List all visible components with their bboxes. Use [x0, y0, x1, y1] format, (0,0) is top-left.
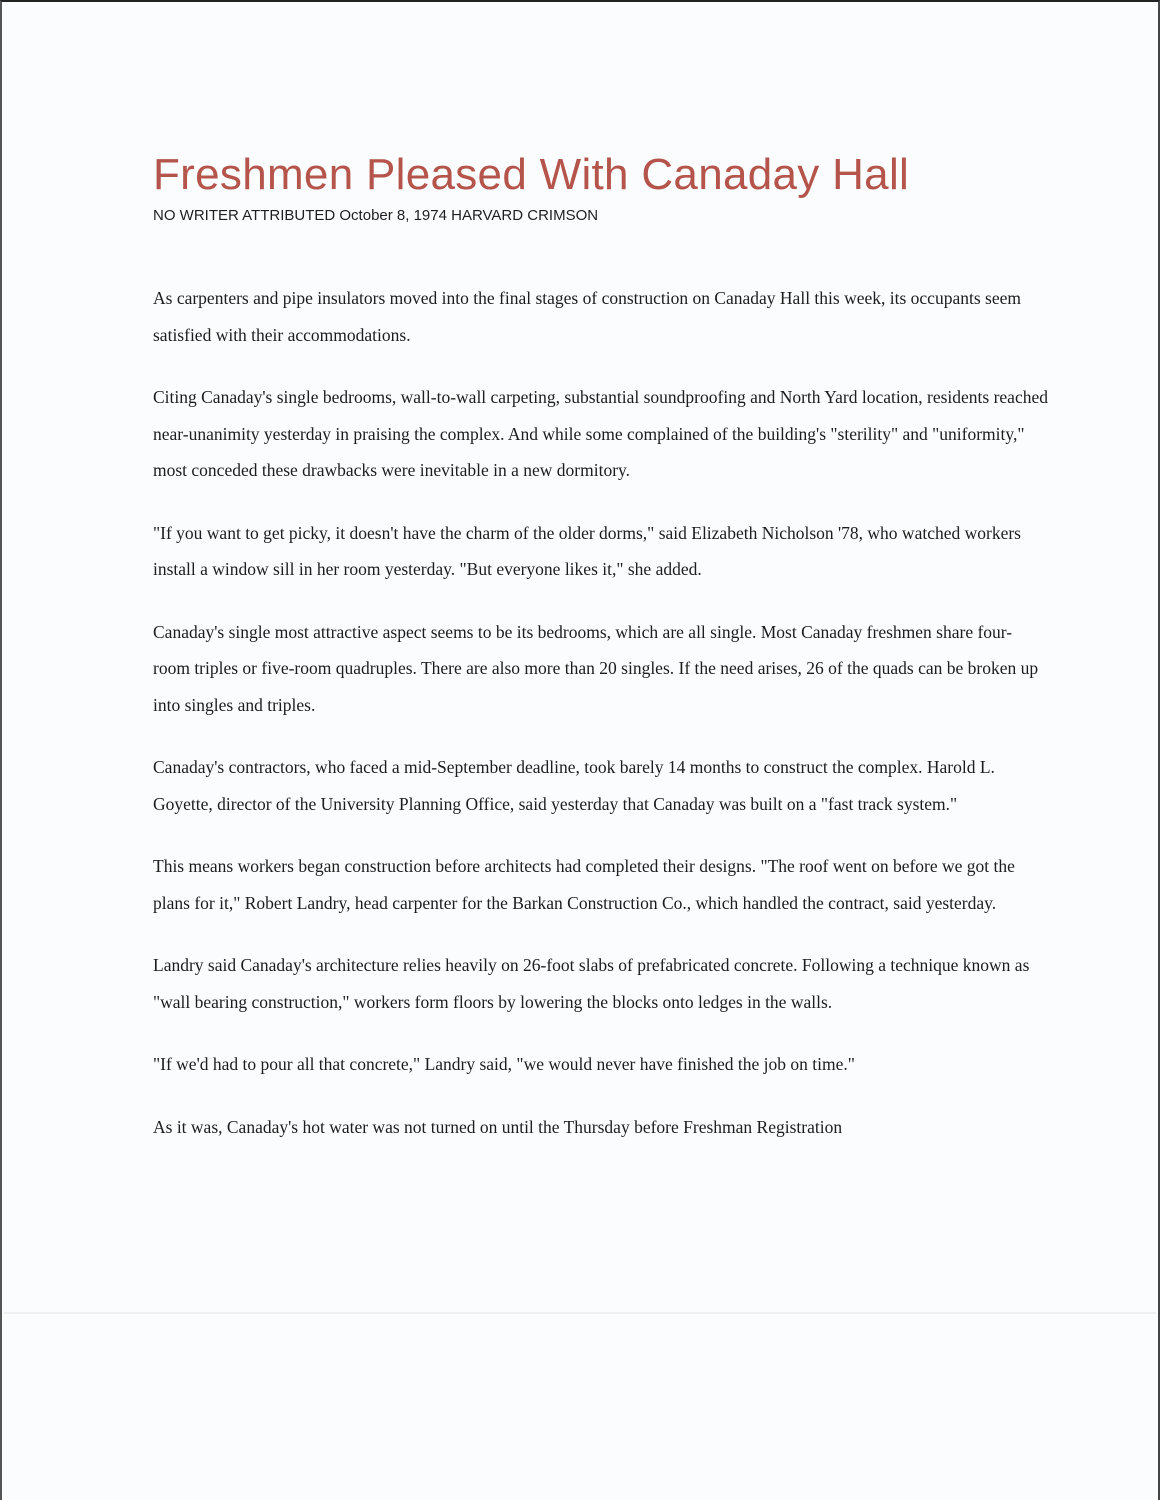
scan-fold-line: [4, 1312, 1156, 1314]
article-paragraph: Landry said Canaday's architecture relies heavily on 26-foot slabs of prefabricated concrete. Following a technique known as "wall bearing construction," workers form floors by lowering the blocks onto ledges in the walls.: [153, 955, 1030, 1012]
article-title: Freshmen Pleased With Canaday Hall: [153, 150, 910, 199]
article-body: [153, 280, 1048, 1171]
article-paragraph: As carpenters and pipe insulators moved into the final stages of construction on Canaday Hall this week, its occupants seem satisfied with their accommodations.: [153, 288, 1021, 345]
article-paragraph: "If we'd had to pour all that concrete," Landry said, "we would never have finished the job on time.": [153, 1054, 855, 1074]
article-paragraph: Canaday's single most attractive aspect seems to be its bedrooms, which are all single. Most Canaday freshmen share four-room triples or five-room quadruples. There are also more than 20 singles. If the need arises, 26 of the quads can be broken up into singles and triples.: [153, 621, 1039, 715]
article-paragraph: As it was, Canaday's hot water was not turned on until the Thursday before Freshman Registration: [153, 1116, 843, 1137]
article-paragraph: Citing Canaday's single bedrooms, wall-to-wall carpeting, substantial soundproofing and North Yard location, residents reached near-unanimity yesterday in praising the complex. And while some complained of the building's "sterility" and "uniformity," most conceded these drawbacks were inevitable in a new dormitory.: [153, 387, 1048, 480]
article-byline: NO WRITER ATTRIBUTED October 8, 1974 HARVARD CRIMSON: [153, 207, 599, 224]
article-paragraph: This means workers began construction before architects had completed their designs. "The roof went on before we got the plans for it," Robert Landry, head carpenter for the Barkan Construction Co., which handled the contract, said yesterday.: [153, 856, 1015, 913]
article-paragraph: "If you want to get picky, it doesn't have the charm of the older dorms," said Elizabeth Nicholson '78, who watched workers install a window sill in her room yesterday. "But everyone likes it," she added.: [153, 522, 1021, 579]
article-paragraph: Canaday's contractors, who faced a mid-September deadline, took barely 14 months to construct the complex. Harold L. Goyette, director of the University Planning Office, said yesterday that Canaday was built on a "fast track system.": [153, 757, 995, 814]
